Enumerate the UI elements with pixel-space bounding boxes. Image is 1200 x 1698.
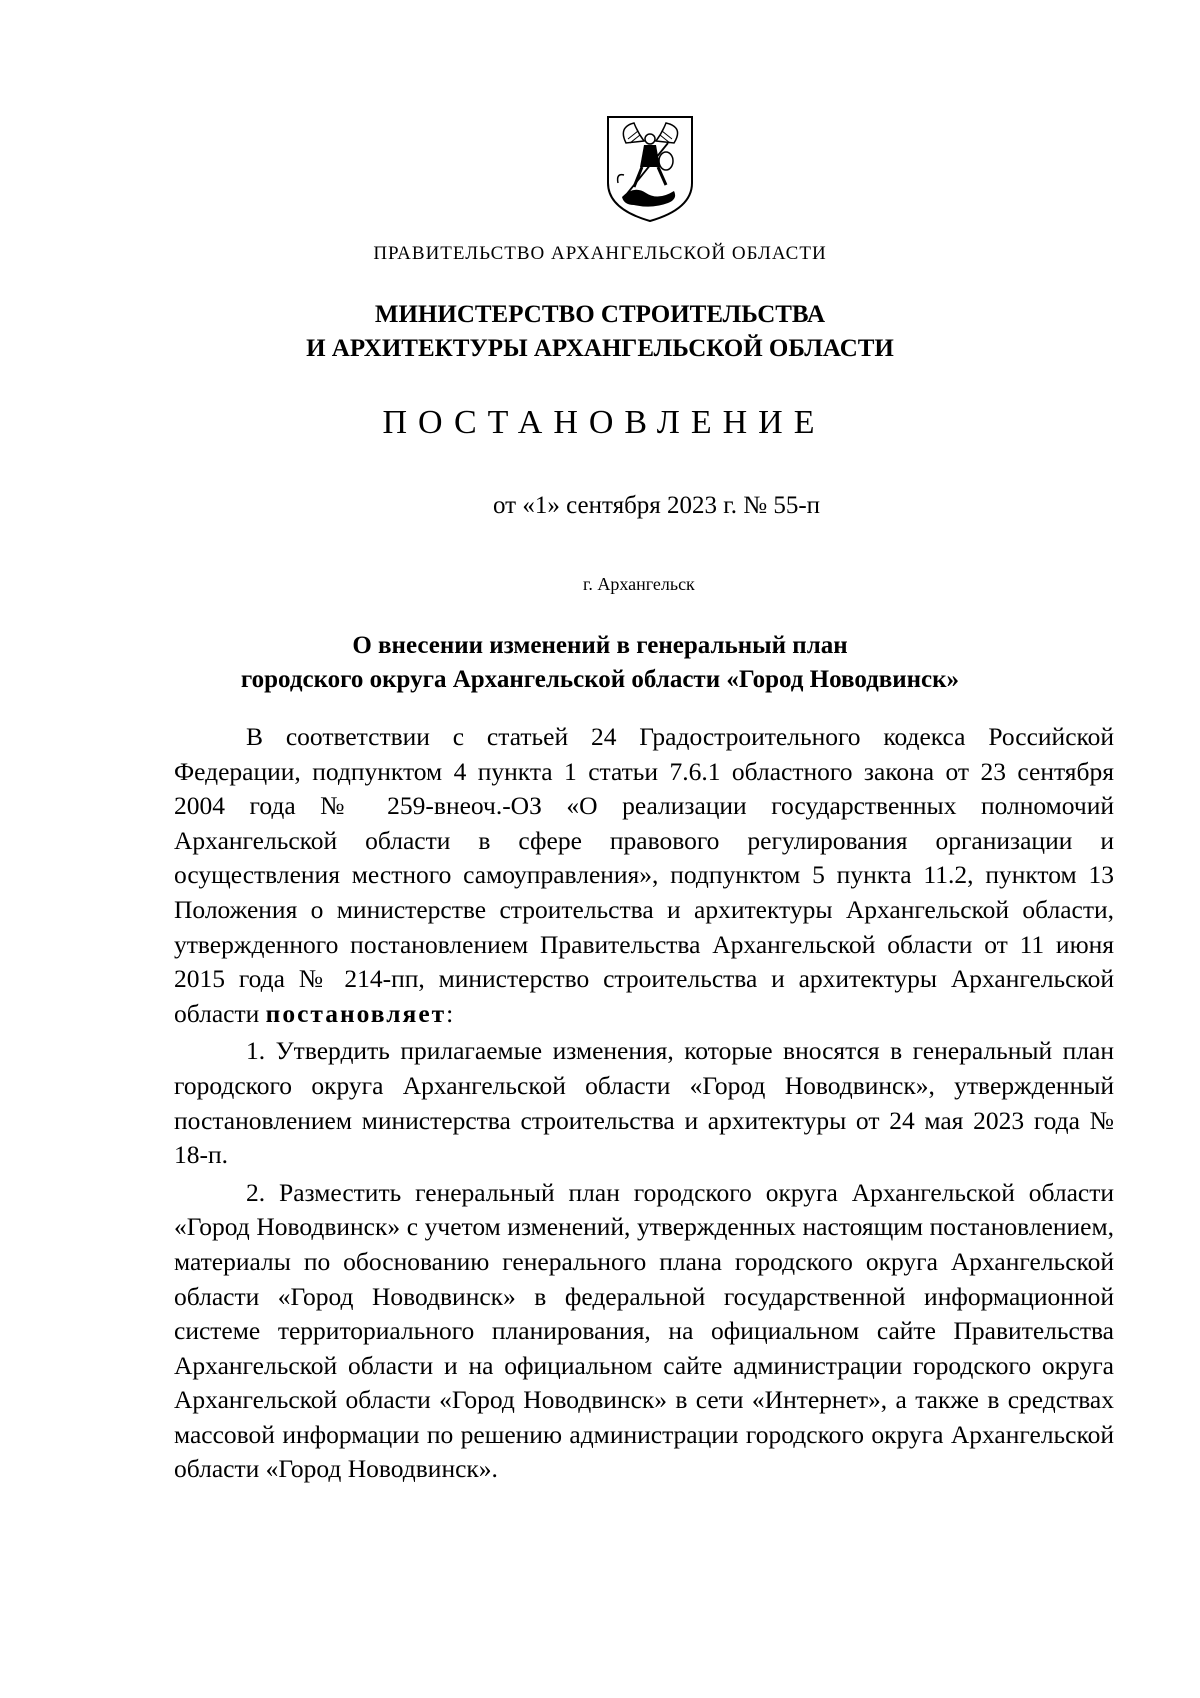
subject-line-2: городского округа Архангельской области «Город Новодвинск» xyxy=(240,666,960,693)
decree-suffix: : xyxy=(446,998,454,1028)
decree-item-1-text: 1. Утвердить прилагаемые изменения, которые вносятся в генеральный план городского округа Архангельской области «Город Новодвинск», утвержденный постановлением министерства строительства и архитектуры от 24 мая 2023 года № 18-п. xyxy=(174,1036,1114,1170)
decree-item-2 xyxy=(174,1176,1114,1487)
decree-word: постановляет xyxy=(265,998,447,1028)
ministry-name xyxy=(0,298,1200,366)
ministry-line-1: МИНИСТЕРСТВО СТРОИТЕЛЬСТВА xyxy=(374,301,826,328)
document-body xyxy=(174,720,1114,1487)
ministry-line-2: И АРХИТЕКТУРЫ АРХАНГЕЛЬСКОЙ ОБЛАСТИ xyxy=(306,335,894,362)
document-date-number: от «1» сентября 2023 г. № 55-п xyxy=(493,492,821,519)
preamble-text: В соответствии с статьей 24 Градостроительного кодекса Российской Федерации, подпунктом 4 пункта 1 статьи 7.6.1 областного закона от 23 сентября 2004 года № 259-внеоч.-ОЗ «О реализации государственных полномочий Архангельской области в сфере правового регулирования организации и осуществления местного самоуправления», подпунктом 5 пункта 11.2, пунктом 13 Положения о министерстве строительства и архитектуры Архангельской области, утвержденного постановлением Правительства Архангельской области от 11 июня 2015 года № 214-пп, министерство строительства и архитектуры Архангельской области xyxy=(174,722,1114,1028)
coat-of-arms-emblem xyxy=(604,113,696,223)
government-name: ПРАВИТЕЛЬСТВО АРХАНГЕЛЬСКОЙ ОБЛАСТИ xyxy=(373,243,827,264)
decree-item-1 xyxy=(174,1034,1114,1172)
document-city: г. Архангельск xyxy=(583,574,695,594)
decree-item-2-text: 2. Разместить генеральный план городского округа Архангельской области «Город Новодвинск» с учетом изменений, утвержденных настоящим постановлением, материалы по обоснованию генерального плана городского округа Архангельской области «Город Новодвинск» в федеральной государственной информационной системе территориального планирования, на официальном сайте Правительства Архангельской области и на официальном сайте администрации городского округа Архангельской области «Город Новодвинск» в сети «Интернет», а также в средствах массовой информации по решению администрации городского округа Архангельской области «Город Новодвинск». xyxy=(174,1177,1114,1484)
subject-line-1: О внесении изменений в генеральный план xyxy=(352,632,848,659)
preamble-paragraph xyxy=(174,720,1114,1031)
document-type-heading: ПОСТАНОВЛЕНИЕ xyxy=(382,404,826,441)
document-subject xyxy=(0,629,1200,697)
